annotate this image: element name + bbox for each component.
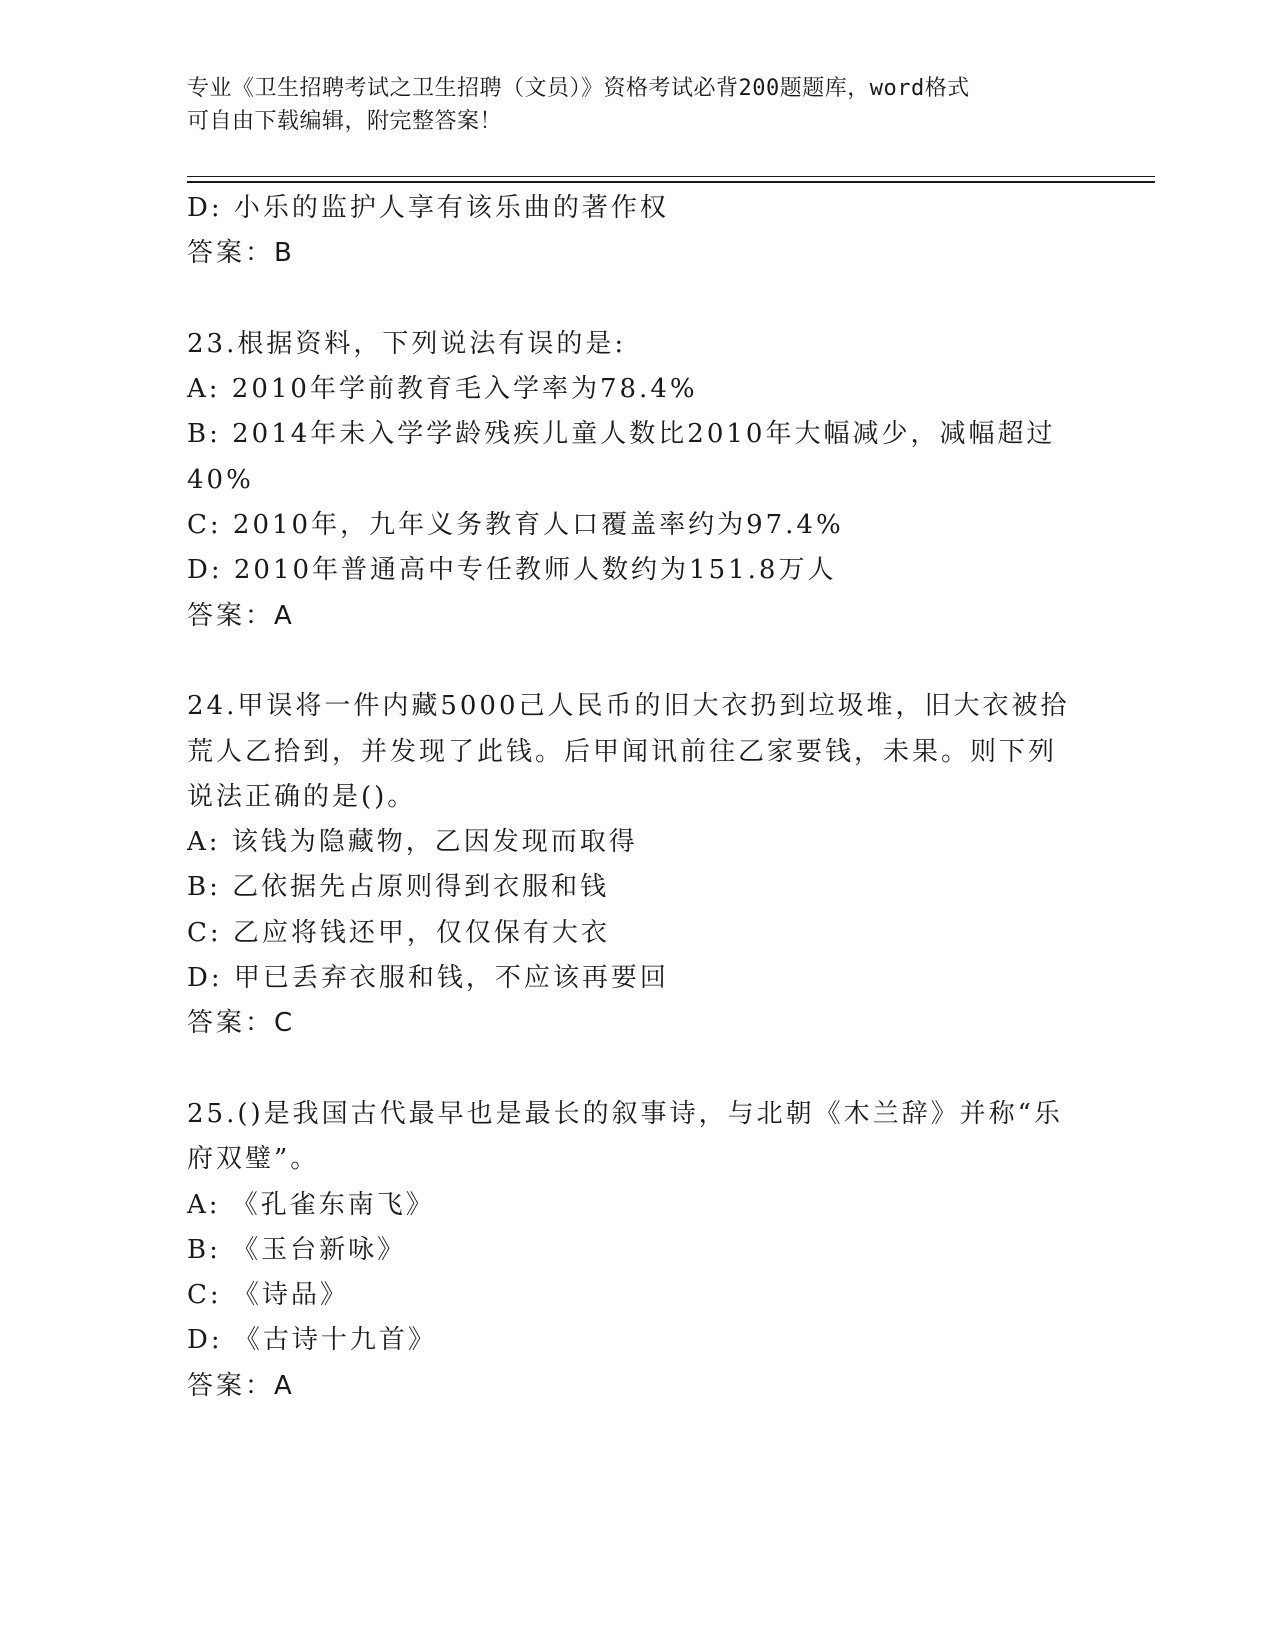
option-a: A: 该钱为隐藏物，乙因发现而取得 xyxy=(187,827,638,858)
question-content xyxy=(187,186,1087,1409)
document-header xyxy=(187,72,1067,138)
answer-line: 答案：A xyxy=(187,1370,295,1401)
option-a: A: 2010年学前教育毛入学率为78.4% xyxy=(187,374,698,405)
option-b: B: 2014年未入学学龄残疾儿童人数比2010年大幅减少，减幅超过 xyxy=(187,419,1056,450)
question-block-23 xyxy=(187,322,1087,639)
answer-line: 答案：B xyxy=(187,238,295,269)
question-block-24 xyxy=(187,684,1087,1046)
option-c: C: 《诗品》 xyxy=(187,1280,349,1311)
header-divider-thick xyxy=(187,181,1155,183)
question-stem-continued: 说法正确的是()。 xyxy=(187,781,417,812)
option-d: D: 甲已丢弃衣服和钱，不应该再要回 xyxy=(187,963,669,994)
option-b: B: 《玉台新咏》 xyxy=(187,1234,407,1265)
spacer xyxy=(187,639,1087,684)
question-block-previous xyxy=(187,186,1087,277)
question-block-25 xyxy=(187,1092,1087,1409)
question-stem: 24.甲误将一件内藏5000己人民币的旧大衣扔到垃圾堆，旧大衣被拾 xyxy=(187,691,1070,722)
question-stem: 25.()是我国古代最早也是最长的叙事诗，与北朝《木兰辞》并称“乐 xyxy=(187,1098,1063,1129)
option-d: D: 《古诗十九首》 xyxy=(187,1325,437,1356)
header-title-line-2: 可自由下载编辑，附完整答案！ xyxy=(187,109,503,134)
header-divider-thin xyxy=(187,176,1155,177)
option-b: B: 乙依据先占原则得到衣服和钱 xyxy=(187,872,610,903)
question-stem: 23.根据资料，下列说法有误的是: xyxy=(187,328,627,359)
question-stem-continued: 荒人乙拾到，并发现了此钱。后甲闻讯前往乙家要钱，未果。则下列 xyxy=(187,736,1058,767)
answer-line: 答案：C xyxy=(187,1008,296,1039)
answer-line: 答案：A xyxy=(187,600,295,631)
spacer xyxy=(187,277,1087,322)
header-title-line-1: 专业《卫生招聘考试之卫生招聘（文员）》资格考试必背200题题库，word格式 xyxy=(187,76,970,101)
question-stem-continued: 府双璧”。 xyxy=(187,1144,320,1175)
option-c: C: 乙应将钱还甲，仅仅保有大衣 xyxy=(187,917,610,948)
option-c: C: 2010年，九年义务教育人口覆盖率约为97.4% xyxy=(187,510,844,541)
option-a: A: 《孔雀东南飞》 xyxy=(187,1189,435,1220)
spacer xyxy=(187,1047,1087,1092)
option-d: D: 2010年普通高中专任教师人数约为151.8万人 xyxy=(187,555,837,586)
option-b-continued: 40% xyxy=(187,464,254,495)
option-d: D: 小乐的监护人享有该乐曲的著作权 xyxy=(187,193,669,223)
